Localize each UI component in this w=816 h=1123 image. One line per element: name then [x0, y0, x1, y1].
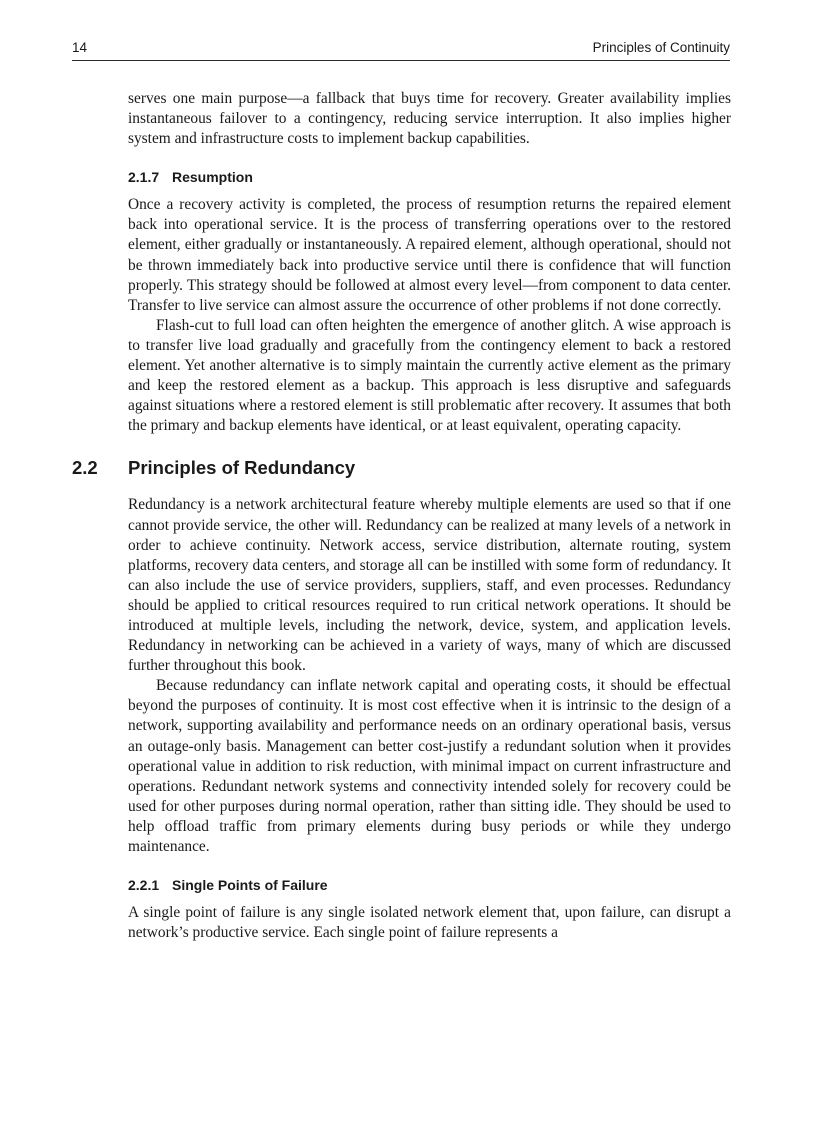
paragraph: Because redundancy can inflate network capital and operating costs, it should be effectual beyond the purposes of continuity. It is most cost effective when it is intrinsic to the design of a network, supporting availability and performance needs on an ordinary operational basis, versus an outage-only basis. Management can better cost-justify a redundant solution when it provides operational value in addition to risk reduction, with minimal impact on current infrastructure and operations. Redundant network systems and connectivity intended solely for recovery could be used for other purposes during normal operation, rather than sitting idle. They should be used to help offload traffic from primary elements during busy periods or while they undergo maintenance.	[128, 677, 731, 855]
section-heading-2-2	[72, 456, 731, 480]
paragraph: A single point of failure is any single isolated network element that, upon failure, can disrupt a network’s productive service. Each single point of failure represents a	[128, 904, 731, 942]
paragraph: Flash-cut to full load can often heighten the emergence of another glitch. A wise approach is to transfer live load gradually and gracefully from the contingency element to back a restored element. Yet another alternative is to simply maintain the currently active element as the primary and keep the restored element as a backup. This approach is less disruptive and safeguards against situations where a restored element is still problematic after recovery. It assumes that both the primary and backup elements have identical, or at least equivalent, operating capacity.	[128, 316, 731, 435]
subsection-title: Resumption	[172, 169, 253, 186]
subsection-number: 2.1.7	[128, 169, 160, 186]
paragraph: Redundancy is a network architectural feature whereby multiple elements are used so that if one cannot provide service, the other will. Redundancy can be realized at many levels of a network in order to achieve continuity. Network access, service distribution, alternate routing, system platforms, recovery data centers, and storage all can be instilled with some form of redundancy. It can also include the use of service providers, suppliers, staff, and even processes. Redundancy should be applied to critical resources required to run critical network operations. It should be introduced at multiple levels, including the network, device, system, and application levels. Redundancy in networking can be achieved in a variety of ways, many of which are discussed further throughout this book.	[128, 496, 731, 675]
subsection-heading-2-2-1	[128, 875, 731, 895]
page-body	[72, 89, 731, 943]
section-title: Principles of Redundancy	[128, 457, 356, 479]
subsection-number: 2.2.1	[128, 877, 160, 894]
subsection-title: Single Points of Failure	[172, 877, 328, 894]
paragraph: Once a recovery activity is completed, the process of resumption returns the repaired element back into operational service. It is the process of transferring operations over to the restored element, either gradually or instantaneously. A repaired element, although operational, should not be thrown immediately back into productive service until there is confidence that will function properly. This strategy should be followed at almost every level—from component to data center. Transfer to live service can almost assure the occurrence of other problems if not done correctly.	[128, 196, 731, 314]
running-header	[72, 38, 730, 61]
section-number: 2.2	[72, 457, 98, 479]
subsection-heading-2-1-7	[128, 167, 731, 187]
page-number: 14	[72, 40, 88, 55]
running-title: Principles of Continuity	[592, 40, 730, 55]
intro-paragraph: serves one main purpose—a fallback that buys time for recovery. Greater availability implies instantaneous failover to a contingency, reducing service interruption. It also implies higher system and infrastructure costs to implement backup capabilities.	[128, 90, 731, 148]
